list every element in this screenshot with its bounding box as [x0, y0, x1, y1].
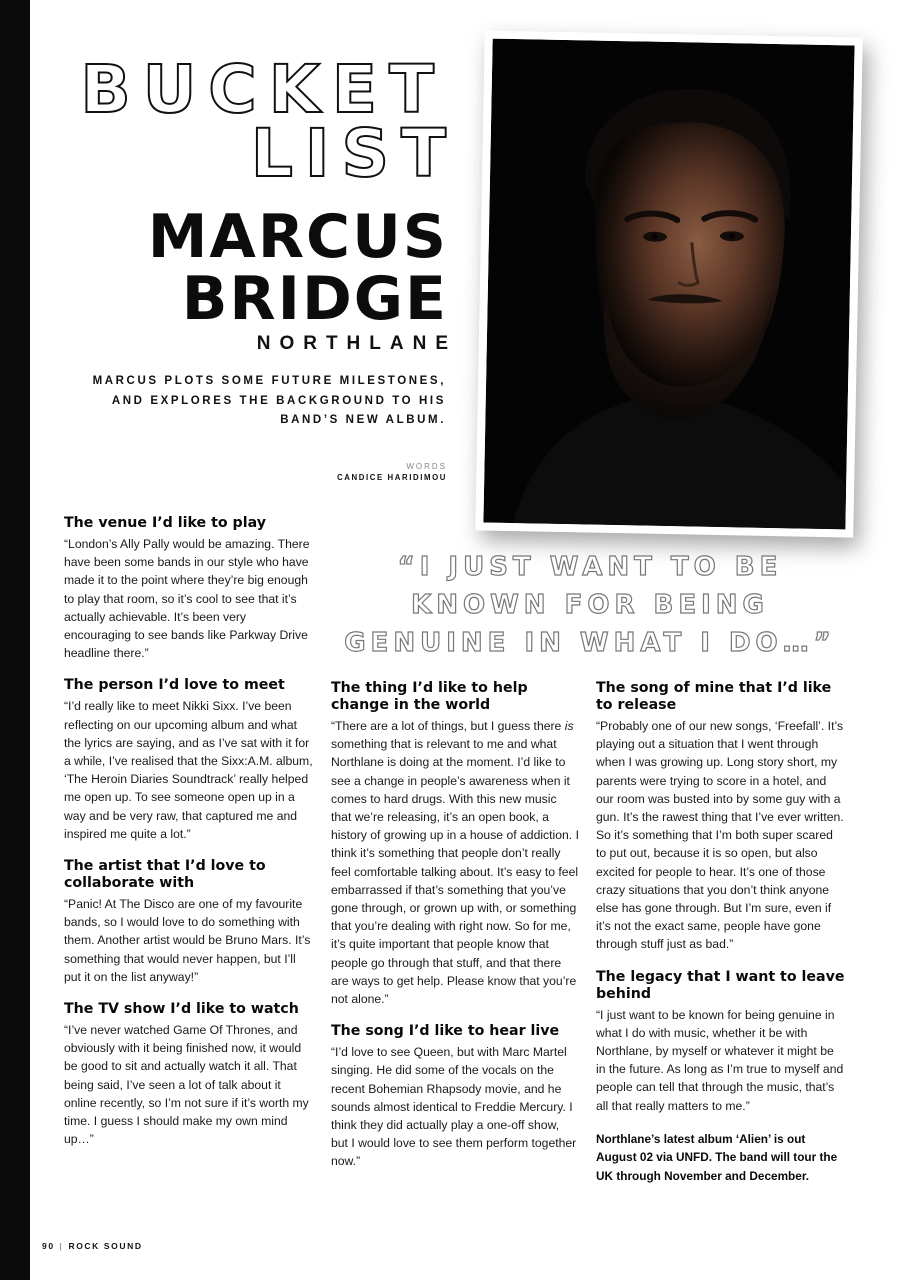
section-heading: The TV show I’d like to watch	[64, 1001, 299, 1018]
section-heading: The song I’d like to hear live	[331, 1023, 560, 1040]
section-song-release	[596, 680, 846, 954]
name-line-2: BRIDGE	[181, 264, 448, 334]
section-heading: The legacy that I want to leave behind	[596, 968, 845, 1002]
section-heading: The artist that I’d love to collaborate with	[64, 858, 266, 892]
column-1	[64, 515, 316, 1163]
section-body: “I just want to be known for being genuine in what I do with music, whether it be with Northlane, by myself or whatever it might be in the future. As long as I’m true to myself and people can tell that through the music, that’s all that really matters to me.”	[596, 1007, 844, 1113]
byline-label: WORDS	[406, 462, 447, 471]
title-line-1: BUCKET	[80, 51, 446, 128]
pull-quote: “I JUST WANT TO BE KNOWN FOR BEING GENUINE IN WHAT I DO…”	[344, 552, 836, 658]
section-artist	[64, 858, 316, 986]
album-info: Northlane’s latest album ‘Alien’ is out August 02 via UNFD. The band will tour the UK through November and December.	[596, 1131, 838, 1183]
bucket-list-title	[70, 51, 458, 192]
section-change	[331, 680, 579, 1008]
footer-separator: |	[59, 1241, 64, 1251]
section-body: “I’ve never watched Game Of Thrones, and obviously with it being finished now, it would be good to sit and actually watch it all. That being said, I’ve seen a lot of talk about it online recently, so I’m not sure if it’s worth my time. I guess I should make my own mind up…”	[64, 1023, 309, 1147]
section-body: “I’d love to see Queen, but with Marc Martel singing. He did some of the vocals on the recent Bohemian Rhapsody movie, and he sounds almost identical to Freddie Mercury. I think they did actually play a one-off show, but I would love to see them perform together now.”	[331, 1045, 577, 1169]
section-body: “There are a lot of things, but I guess there is something that is relevant to me and what Northlane is doing at the moment. I’d like to see a change in people’s awareness when it comes to hard drugs. With this new music that we’re releasing, it’s an open book, a history of growing up in a house of addiction. I think it’s something that people don’t really feel comfortable talking about. It’s easy to feel embarrassed if that’s something that you’ve gone through, or grown up with, or something that you’re dealing with right now. So for me, it’s quite important that people know that people go through that stuff, and that there are ways to get help. Please know that you’re not alone.”	[331, 719, 579, 1007]
section-heading: The person I’d love to meet	[64, 677, 285, 694]
interviewee-name	[60, 202, 448, 334]
section-body: “Panic! At The Disco are one of my favourite bands, so I would love to do something with them. Another artist would be Bruno Mars. It’s something that would never happen, but I’ll put it on the list anyway!”	[64, 897, 311, 984]
standfirst: MARCUS PLOTS SOME FUTURE MILESTONES, AND EXPLORES THE BACKGROUND TO HIS BAND’S NEW ALBUM.	[92, 375, 446, 426]
name-line-1: MARCUS	[147, 202, 448, 272]
section-body: “London’s Ally Pally would be amazing. There have been some bands in our style who have made it to the point where they’re big enough to play that room, so it’s cool to see that it’s actually achievable. It’s been very encouraging to see bands like Parkway Drive headline there.”	[64, 537, 310, 661]
portrait-photo-icon	[483, 39, 854, 530]
section-legacy	[596, 969, 846, 1115]
column-2	[331, 680, 579, 1186]
magazine-name: ROCK SOUND	[68, 1241, 143, 1251]
byline-author: CANDICE HARIDIMOU	[337, 473, 447, 482]
section-heading: The song of mine that I’d like to release	[596, 680, 832, 713]
section-body: “I’d really like to meet Nikki Sixx. I’ve been reflecting on our upcoming album and what the lyrics are saying, and as I’ve sat with it for a while, I’ve realised that the Sixx:A.M. album, ‘The Heroin Diaries Soundtrack’ really helped me open up. To see someone open up in a way and be very raw, that captured me and inspired me quite a lot.”	[64, 699, 313, 841]
band-name: NORTHLANE	[256, 333, 457, 354]
section-song-live	[331, 1023, 579, 1170]
section-tv	[64, 1001, 316, 1148]
section-heading: The venue I’d like to play	[64, 515, 266, 531]
portrait-photo	[475, 30, 863, 537]
byline	[250, 461, 447, 484]
section-body: “Probably one of our new songs, ‘Freefall’. It’s playing out a situation that I went through when I was growing up. Long story short, my parents were trying to score in a hotel, and our room was busted into by some guy with a gun. It’s the rawest thing that I’ve ever written. So it’s something that I’m both super scared to put out, because it is so open, but also excited for people to hear. It’s one of those crazy situations that you don’t think anyone else has gone through. But I’m sure, even if it’s not the exact same, people have gone through stuff just as bad.”	[596, 719, 844, 952]
section-venue	[64, 515, 316, 662]
section-person	[64, 677, 316, 843]
column-3	[596, 680, 846, 1185]
title-line-2: LIST	[250, 115, 458, 192]
page-footer	[42, 1241, 143, 1251]
page-number: 90	[42, 1241, 55, 1251]
section-heading: The thing I’d like to help change in the world	[331, 680, 528, 713]
page-edge-bar	[0, 0, 30, 1280]
